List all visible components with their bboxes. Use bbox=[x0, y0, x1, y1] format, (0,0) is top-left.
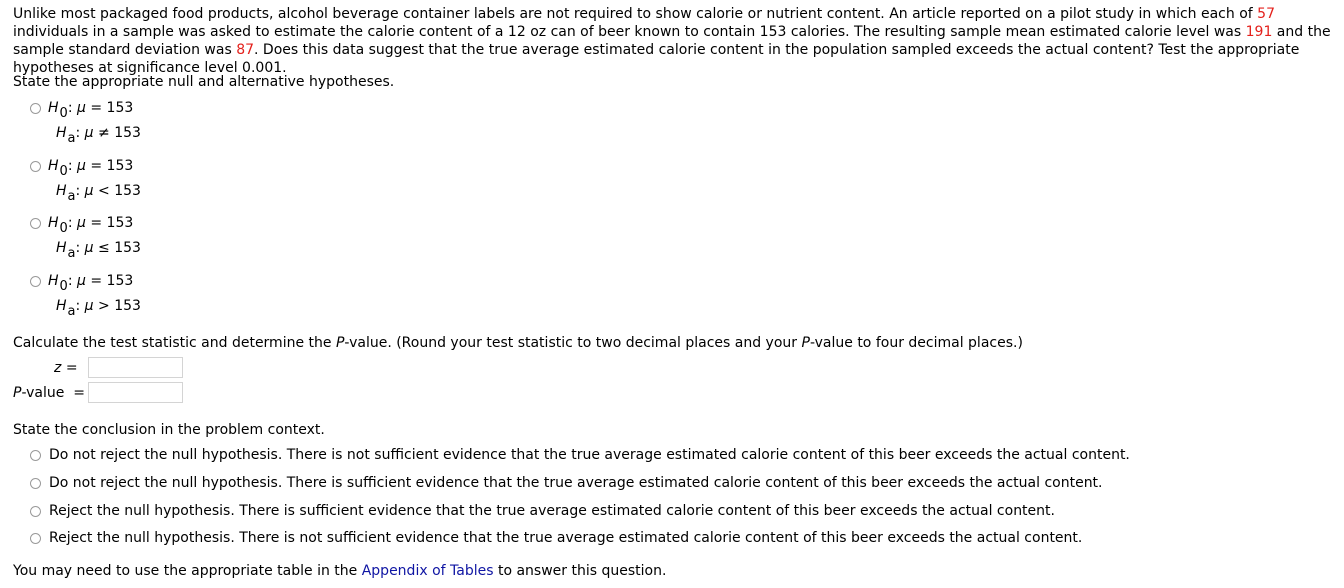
hypothesis-option-2[interactable] bbox=[30, 157, 230, 207]
z-statistic-input[interactable] bbox=[88, 357, 183, 378]
sample-sd-value: 87 bbox=[236, 42, 255, 58]
question-text-part3: and the sample standard deviation was bbox=[13, 24, 1331, 58]
hypothesis-radio-4[interactable] bbox=[30, 276, 41, 287]
conclusion-radio-2[interactable] bbox=[30, 478, 41, 489]
sample-mean-value: 191 bbox=[1245, 24, 1273, 40]
conclusion-radio-1[interactable] bbox=[30, 450, 41, 461]
alternative-hypothesis-1: Ha: μ ≠ 153 bbox=[56, 125, 141, 146]
hypothesis-option-4[interactable] bbox=[30, 272, 230, 322]
conclusion-text-3: Reject the null hypothesis. There is sufficient evidence that the true average estimated calorie content of this beer exceeds the actual content. bbox=[49, 503, 1055, 519]
conclusion-prompt: State the conclusion in the problem context. bbox=[13, 422, 325, 438]
appendix-of-tables-link[interactable]: Appendix of Tables bbox=[361, 563, 494, 579]
null-hypothesis-3: H0: μ = 153 bbox=[48, 215, 134, 236]
z-label: z = bbox=[54, 360, 78, 376]
question-text-part4: . Does this data suggest that the true average estimated calorie content in the population sampled exceeds the actual content? Test the appropriate hypotheses at significance level 0.001. bbox=[13, 42, 1300, 76]
p-value-input[interactable] bbox=[88, 382, 183, 403]
null-hypothesis-1: H0: μ = 153 bbox=[48, 100, 134, 121]
conclusion-text-1: Do not reject the null hypothesis. There is not sufficient evidence that the true average estimated calorie content of this beer exceeds the actual content. bbox=[49, 447, 1130, 463]
sample-size-value: 57 bbox=[1257, 6, 1275, 22]
conclusion-radio-4[interactable] bbox=[30, 533, 41, 544]
null-hypothesis-2: H0: μ = 153 bbox=[48, 158, 134, 179]
hypothesis-radio-1[interactable] bbox=[30, 103, 41, 114]
alternative-hypothesis-3: Ha: μ ≤ 153 bbox=[56, 240, 141, 261]
question-text bbox=[13, 5, 1333, 77]
conclusion-text-2: Do not reject the null hypothesis. There is sufficient evidence that the true average estimated calorie content of this beer exceeds the actual content. bbox=[49, 475, 1103, 491]
alternative-hypothesis-2: Ha: μ < 153 bbox=[56, 183, 141, 204]
hypothesis-option-3[interactable] bbox=[30, 214, 230, 264]
hypotheses-prompt: State the appropriate null and alternative hypotheses. bbox=[13, 74, 395, 90]
hypothesis-radio-3[interactable] bbox=[30, 218, 41, 229]
alternative-hypothesis-4: Ha: μ > 153 bbox=[56, 298, 141, 319]
hypothesis-radio-2[interactable] bbox=[30, 161, 41, 172]
question-text-part1: Unlike most packaged food products, alcohol beverage container labels are not required to show calorie or nutrient content. An article reported on a pilot study in which each of bbox=[13, 6, 1258, 22]
question-text-part2: individuals in a sample was asked to estimate the calorie content of a 12 oz can of beer known to contain 153 calories. The resulting sample mean estimated calorie level was bbox=[13, 24, 1246, 40]
statistic-prompt: Calculate the test statistic and determine the P-value. (Round your test statistic to two decimal places and your P-value to four decimal places.) bbox=[13, 335, 1023, 351]
conclusion-radio-3[interactable] bbox=[30, 506, 41, 517]
hypothesis-option-1[interactable] bbox=[30, 99, 230, 149]
conclusion-text-4: Reject the null hypothesis. There is not sufficient evidence that the true average estimated calorie content of this beer exceeds the actual content. bbox=[49, 530, 1083, 546]
p-value-label: P-value = bbox=[13, 385, 86, 401]
null-hypothesis-4: H0: μ = 153 bbox=[48, 273, 134, 294]
footer-note: You may need to use the appropriate table in the Appendix of Tables to answer this question. bbox=[13, 563, 667, 579]
